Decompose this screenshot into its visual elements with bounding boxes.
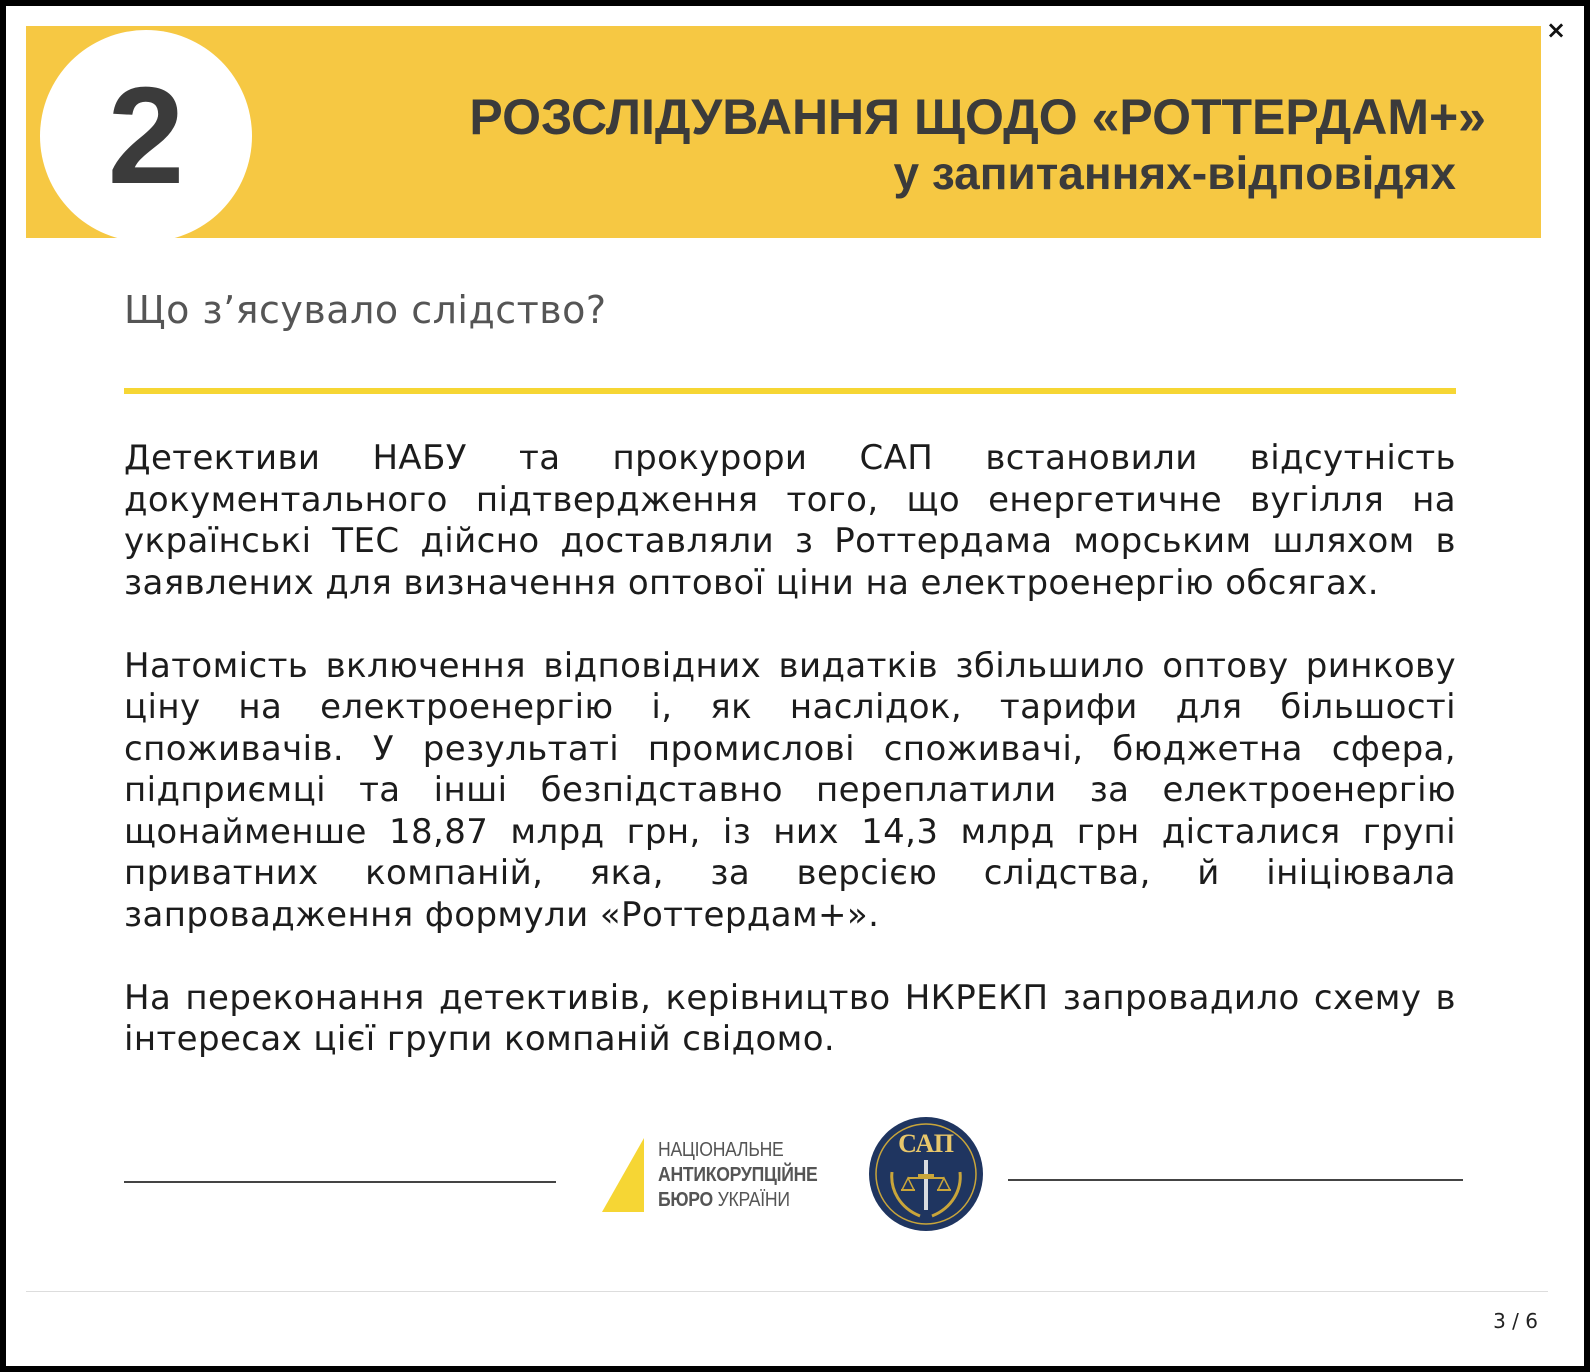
slide-number-badge: 2 xyxy=(40,30,252,242)
footer-divider-left xyxy=(124,1181,556,1183)
nabu-logo-line1: НАЦІОНАЛЬНЕ xyxy=(658,1139,784,1161)
slide-title-line2: у запитаннях-відповідях xyxy=(893,147,1456,199)
answer-paragraph: Натомість включення відповідних видатків збільшило оптову ринкову ціну на електроенергію і, як наслідок, тарифи для більшості споживачів. У результаті промислові споживачі, бюджетна сфера, підприємці та інші безпідставно переплатили за електроенергію щонайменше 18,87 млрд грн, із них 14,3 млрд грн дісталися групі приватних компаній, яка, за версією слідства, й ініціювала запровадження формули «Роттердам+». xyxy=(124,645,1456,935)
slide-title-line1: РОЗСЛІДУВАННЯ ЩОДО «РОТТЕРДАМ+» xyxy=(469,89,1486,145)
close-icon: × xyxy=(1545,16,1567,44)
sap-emblem-icon xyxy=(868,1116,984,1232)
viewer-bottom-divider xyxy=(26,1291,1548,1292)
nabu-logo-text xyxy=(658,1138,839,1213)
question-heading: Що з’ясувало слідство? xyxy=(124,288,607,332)
footer-divider-right xyxy=(1008,1179,1463,1181)
slide-banner xyxy=(26,26,1541,238)
nabu-logo-icon xyxy=(602,1138,644,1212)
nabu-logo-line3-bold: БЮРО xyxy=(658,1189,713,1211)
close-button[interactable] xyxy=(1542,16,1570,44)
nabu-logo xyxy=(602,1138,852,1214)
answer-paragraph: На переконання детективів, керівництво НКРЕКП запровадило схему в інтересах цієї групи компаній свідомо. xyxy=(124,977,1456,1059)
nabu-logo-line2: АНТИКОРУПЦІЙНЕ xyxy=(658,1164,818,1186)
nabu-logo-line3-rest: УКРАЇНИ xyxy=(717,1189,790,1211)
answer-body xyxy=(124,438,1456,1102)
nabu-logo-line3 xyxy=(658,1188,818,1213)
slide-title xyxy=(469,88,1486,200)
yellow-divider xyxy=(124,388,1456,394)
answer-paragraph: Детективи НАБУ та прокурори САП встановили відсутність документального підтвердження того, що енергетичне вугілля на українські ТЕС дійсно доставляли з Роттердама морським шляхом в заявлених для визначення оптової ціни на електроенергію обсягах. xyxy=(124,438,1456,603)
page-counter: 3 / 6 xyxy=(1493,1309,1538,1333)
sap-emblem-label: САП xyxy=(898,1129,954,1158)
